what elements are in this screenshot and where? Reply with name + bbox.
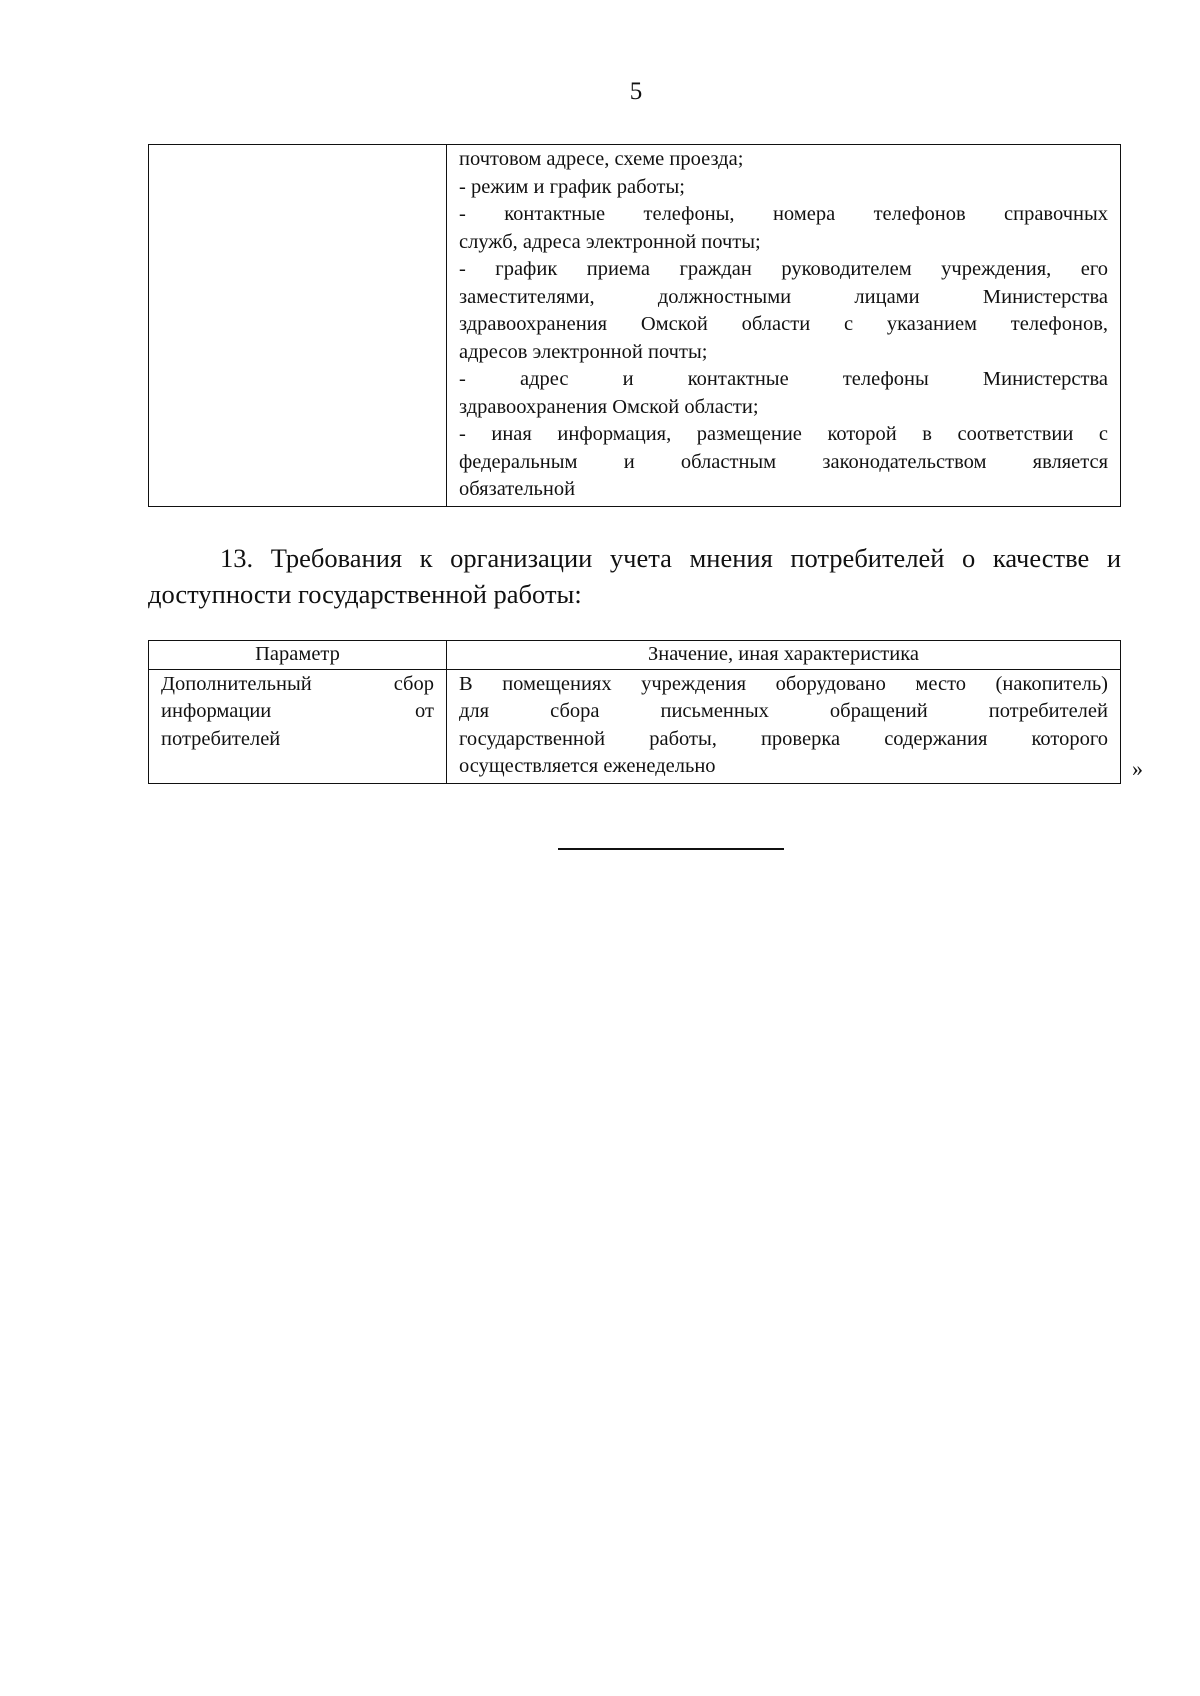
cell-text-line: для сбора письменных обращений потребителей: [459, 700, 1108, 722]
cell-text-line: почтовом адресе, схеме проезда;: [459, 148, 744, 170]
section-heading-line: доступности государственной работы:: [148, 579, 582, 609]
table-row: [149, 145, 1121, 507]
table-cell-info-list: [447, 145, 1121, 507]
info-table-continued: [148, 144, 1121, 507]
cell-text-line: потребителей: [161, 727, 281, 750]
closing-quote-mark: »: [1132, 756, 1143, 781]
column-header-parameter: Параметр: [149, 641, 447, 670]
column-header-value: Значение, иная характеристика: [447, 641, 1121, 670]
cell-text-line: служб, адреса электронной почты;: [459, 230, 761, 253]
table-row: [149, 669, 1121, 783]
cell-text-line: - контактные телефоны, номера телефонов справочных: [459, 203, 1108, 225]
cell-text-line: - график приема граждан руководителем учреждения, его: [459, 258, 1108, 280]
cell-text-line: заместителями, должностными лицами Министерства: [459, 285, 1108, 308]
cell-text-line: - адрес и контактные телефоны Министерства: [459, 368, 1108, 390]
cell-text-line: - иная информация, размещение которой в соответствии с: [459, 423, 1108, 445]
section-13-heading: [148, 540, 1121, 612]
cell-text-line: Дополнительный сбор: [161, 672, 434, 695]
cell-text-line: - режим и график работы;: [459, 175, 685, 198]
table-cell-parameter: [149, 669, 447, 783]
cell-text-line: осуществляется еженедельно: [459, 755, 716, 777]
cell-text-line: здравоохранения Омской области с указанием телефонов,: [459, 313, 1108, 335]
requirements-table: [148, 640, 1121, 784]
cell-text-line: адресов электронной почты;: [459, 340, 708, 363]
cell-text-line: обязательной: [459, 478, 576, 500]
end-of-document-rule: [558, 848, 784, 850]
cell-text-line: федеральным и областным законодательством является: [459, 450, 1108, 473]
cell-text-line: В помещениях учреждения оборудовано место (накопитель): [459, 672, 1108, 695]
cell-text-line: информации от: [161, 700, 434, 722]
cell-text-line: здравоохранения Омской области;: [459, 395, 759, 418]
section-heading-line: 13. Требования к организации учета мнения потребителей о качестве и: [220, 543, 1121, 573]
cell-text-line: государственной работы, проверка содержания которого: [459, 727, 1108, 750]
table-header-row: [149, 641, 1121, 670]
page-number: 5: [629, 78, 643, 105]
table-cell-value: [447, 669, 1121, 783]
table-cell-empty: [149, 145, 447, 507]
